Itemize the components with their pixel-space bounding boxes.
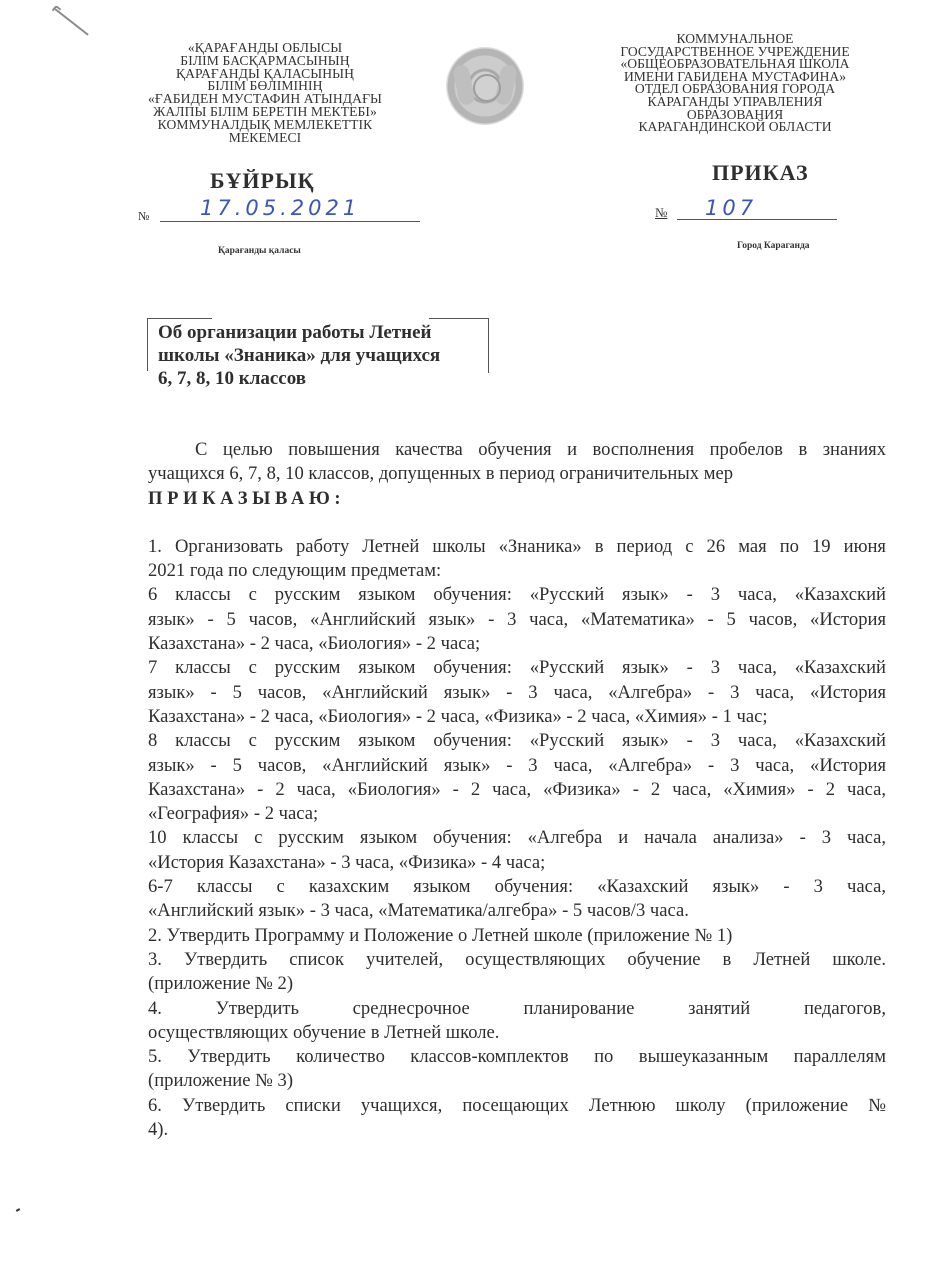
grade-kazakh-line: 6-7 классы с казахским языком обучения: «Казахский язык» - 3 часа,	[148, 876, 886, 898]
item-5-line: (приложение № 3)	[148, 1070, 294, 1092]
number-label-kazakh: №	[138, 209, 150, 223]
header-ru-line: ОБРАЗОВАНИЯ	[686, 106, 784, 122]
grade-10-line: 10 классы с русским языком обучения: «Алгебра и начала анализа» - 3 часа,	[148, 827, 886, 849]
subject-line: 6, 7, 8, 10 классов	[158, 368, 307, 389]
grade-6-line: язык» - 5 часов, «Английский язык» - 3 часа, «Математика» - 5 часов, «История	[148, 608, 886, 630]
header-russian	[590, 33, 880, 134]
header-ru-line: КАРАГАНДИНСКОЙ ОБЛАСТИ	[638, 119, 832, 135]
doc-type-russian: ПРИКАЗ	[712, 160, 809, 185]
item-4-line: 4. Утвердить среднесрочное планирование занятий педагогов,	[148, 997, 886, 1019]
header-ru-line: ГОСУДАРСТВЕННОЕ УЧРЕЖДЕНИЕ	[620, 43, 850, 59]
grade-8-line: «География» - 2 часа;	[148, 803, 319, 825]
preamble-line: С целью повышения качества обучения и восполнения пробелов в знаниях	[195, 439, 886, 460]
header-ru-line: ИМЕНИ ГАБИДЕНА МУСТАФИНА»	[623, 68, 847, 84]
doc-type-kazakh: БҰЙРЫҚ	[210, 168, 315, 193]
scan-speck	[16, 1208, 20, 1212]
grade-8-line: Казахстана» - 2 часа, «Биология» - 2 часа, «Физика» - 2 часа, «Химия» - 2 часа,	[148, 778, 886, 800]
emblem-center	[473, 74, 501, 102]
header-kz-line: «ҒАБИДЕН МУСТАФИН АТЫНДАҒЫ	[147, 91, 383, 107]
grade-7-line: язык» - 5 часов, «Английский язык» - 3 часа, «Алгебра» - 3 часа, «История	[148, 681, 886, 703]
item-3-line: 3. Утвердить список учителей, осуществляющих обучение в Летней школе.	[148, 948, 886, 970]
bracket-top-right	[429, 318, 489, 319]
item-4-line: осуществляющих обучение в Летней школе.	[148, 1021, 500, 1043]
handwritten-order-number: 107	[705, 196, 758, 220]
subject-line: школы «Знаника» для учащихся	[158, 345, 441, 366]
grade-10-line: «История Казахстана» - 3 часа, «Физика» - 4 часа;	[148, 851, 546, 873]
header-ru-line: КОММУНАЛЬНОЕ	[676, 31, 794, 46]
item-1-line: 2021 года по следующим предметам:	[148, 560, 442, 582]
header-kz-line: ҚАРАҒАНДЫ ҚАЛАСЫНЫҢ	[175, 65, 355, 81]
item-1-line: 1. Организовать работу Летней школы «Знаника» в период с 26 мая по 19 июня	[148, 535, 886, 557]
header-kz-line: БІЛІМ БАСҚАРМАСЫНЫҢ	[180, 52, 350, 68]
item-2-line: 2. Утвердить Программу и Положение о Летней школе (приложение № 1)	[148, 924, 733, 946]
header-kazakh	[120, 42, 410, 144]
header-kz-line: «ҚАРАҒАНДЫ ОБЛЫСЫ	[187, 40, 343, 55]
header-kz-line: КОММУНАЛДЫҚ МЕМЛЕКЕТТІК	[157, 116, 373, 132]
order-body	[148, 438, 886, 1142]
command-word: ПРИКАЗЫВАЮ:	[148, 487, 346, 509]
bracket-right	[488, 318, 489, 373]
state-emblem-icon	[446, 47, 524, 125]
grade-7-line: Казахстана» - 2 часа, «Биология» - 2 часа, «Физика» - 2 часа, «Химия» - 1 час;	[148, 705, 768, 727]
grade-8-line: язык» - 5 часов, «Английский язык» - 3 часа, «Алгебра» - 3 часа, «История	[148, 754, 886, 776]
header-kz-line: ЖАЛПЫ БІЛІМ БЕРЕТІН МЕКТЕБІ»	[153, 103, 377, 119]
grade-8-line: 8 классы с русским языком обучения: «Русский язык» - 3 часа, «Казахский	[148, 730, 886, 752]
number-label-russian: №	[655, 205, 668, 220]
city-kazakh: Қарағанды қаласы	[218, 246, 301, 256]
preamble-line: учащихся 6, 7, 8, 10 классов, допущенных в период ограничительных мер	[148, 463, 734, 485]
number-line-kazakh	[160, 221, 420, 222]
bracket-top-left	[147, 318, 212, 319]
staple-mark	[54, 8, 88, 35]
grade-6-line: 6 классы с русским языком обучения: «Русский язык» - 3 часа, «Казахский	[148, 584, 886, 606]
header-ru-line: КАРАГАНДЫ УПРАВЛЕНИЯ	[647, 93, 823, 109]
subject-line: Об организации работы Летней	[158, 322, 432, 343]
item-6-line: 6. Утвердить списки учащихся, посещающих Летнюю школу (приложение №	[148, 1094, 886, 1116]
header-kz-line: БІЛІМ БӨЛІМІНІҢ	[207, 78, 323, 94]
city-russian: Город Караганда	[737, 241, 810, 251]
handwritten-date: 17.05.2021	[200, 196, 361, 220]
header-ru-line: ОТДЕЛ ОБРАЗОВАНИЯ ГОРОДА	[634, 81, 836, 97]
item-3-line: (приложение № 2)	[148, 973, 294, 995]
header-ru-line: «ОБЩЕОБРАЗОВАТЕЛЬНАЯ ШКОЛА	[620, 56, 850, 72]
item-6-line: 4).	[148, 1119, 169, 1141]
grade-6-line: Казахстана» - 2 часа, «Биология» - 2 часа;	[148, 633, 481, 655]
grade-7-line: 7 классы с русским языком обучения: «Русский язык» - 3 часа, «Казахский	[148, 657, 886, 679]
item-5-line: 5. Утвердить количество классов-комплектов по вышеуказанным параллелям	[148, 1046, 886, 1068]
header-kz-line: МЕКЕМЕСІ	[228, 129, 302, 145]
order-subject	[158, 321, 440, 390]
bracket-left	[147, 318, 148, 371]
grade-kazakh-line: «Английский язык» - 3 часа, «Математика/алгебра» - 5 часов/3 часа.	[148, 900, 689, 922]
